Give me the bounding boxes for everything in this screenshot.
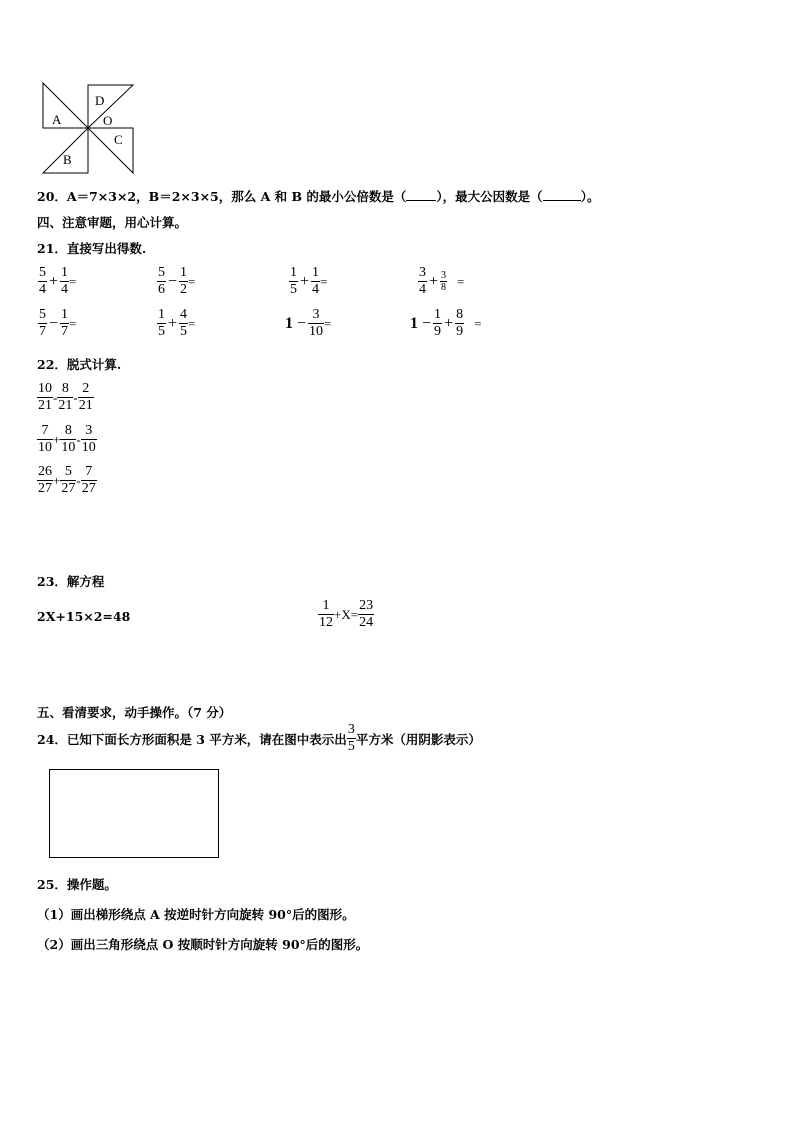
question-25-part-2: （2）画出三角形绕点 O 按顺时针方向旋转 90°后的图形。 [37,937,369,952]
answer-blank-lcm[interactable] [406,190,436,201]
rotation-figure [38,80,138,180]
q21-item-5: $\frac{5}{7}$ − $\frac{1}{7}$ = [39,307,77,339]
question-25-title: 25．操作题。 [37,877,117,892]
q22-expr-1: $\frac{10}{21}$ - $\frac{8}{21}$ - $\frac{2}{21}$ [38,381,93,413]
question-24: 24．已知下面长方形面积是 3 平方米，请在图中表示出 $\frac{3}{5}$ 平方米（用阴影表示） [37,722,481,754]
question-25-part-1: （1）画出梯形绕点 A 按逆时针方向旋转 90°后的图形。 [37,907,355,922]
shape-a [43,83,88,128]
rectangle-drawing-area[interactable] [49,769,219,858]
section-five-heading: 五、看清要求，动手操作。（7 分） [37,705,232,720]
label-b: B [63,152,72,167]
label-a: A [52,112,62,127]
shape-c [88,128,133,173]
equation-2: $\frac{1}{12}$ +X= $\frac{23}{24}$ [319,598,374,630]
q22-expr-3: $\frac{26}{27}$ + $\frac{5}{27}$ - $\frac{7}{27}$ [38,464,96,496]
q21-item-3: $\frac{1}{5}$ + $\frac{1}{4}$ = [290,265,328,297]
question-21-title: 21．直接写出得数. [37,241,147,256]
q21-item-8: 1 − $\frac{1}{9}$ + $\frac{8}{9}$ = [410,307,482,339]
question-20: 20．A＝7×3×2，B＝2×3×5，那么 A 和 B 的最小公倍数是（ ），最大公因数是（ ）。 [37,189,600,204]
section-four-heading: 四、注意审题，用心计算。 [37,215,188,230]
question-22-title: 22．脱式计算. [37,357,122,372]
equation-1: 2X+15×2=48 [37,609,131,624]
q21-item-6: $\frac{1}{5}$ + $\frac{4}{5}$ = [158,307,196,339]
q21-item-4: $\frac{3}{4}$ + $\frac{3}{8}$ = [419,265,465,297]
label-c: C [114,132,123,147]
q21-item-7: 1 − $\frac{3}{10}$ = [285,307,332,339]
q22-expr-2: $\frac{7}{10}$ + $\frac{8}{10}$ - $\frac{3}{10}$ [38,423,96,455]
q21-item-2: $\frac{5}{6}$ − $\frac{1}{2}$ = [158,265,196,297]
question-23-title: 23．解方程 [37,574,105,589]
label-d: D [95,93,105,108]
q21-item-1: $\frac{5}{4}$ + $\frac{1}{4}$ = [39,265,77,297]
label-o: O [103,113,113,128]
answer-blank-gcd[interactable] [543,190,581,201]
